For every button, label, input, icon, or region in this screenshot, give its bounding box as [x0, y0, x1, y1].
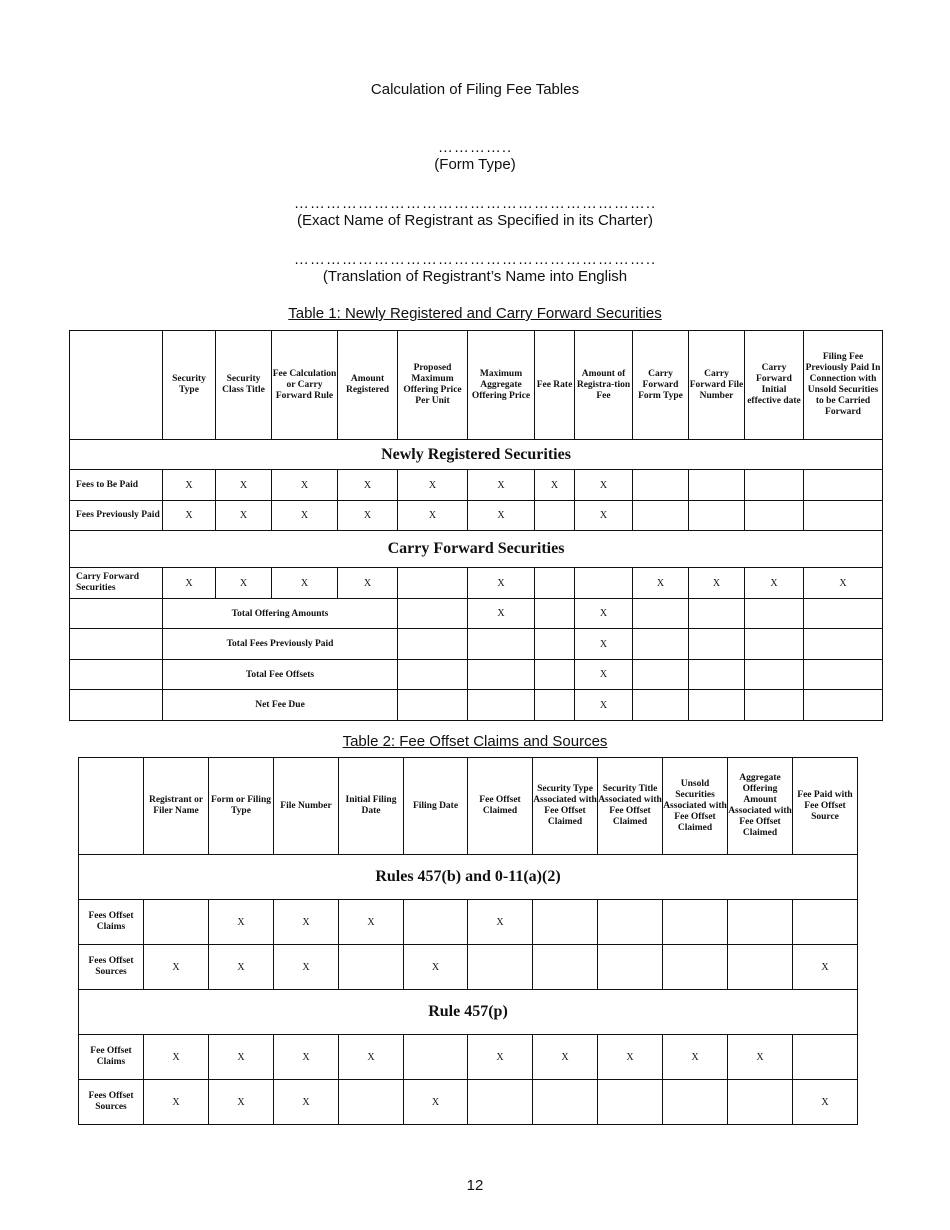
table-cell	[633, 470, 689, 501]
table-cell: X	[338, 501, 398, 531]
table-cell: X	[468, 568, 535, 599]
row-label: Fees Offset Claims	[79, 900, 144, 945]
column-header: Fee Rate	[535, 331, 575, 440]
column-header: Fee Calculation or Carry Forward Rule	[272, 331, 338, 440]
table-cell: X	[404, 945, 468, 990]
table-cell: X	[163, 501, 216, 531]
table-cell	[745, 501, 804, 531]
table-cell	[689, 470, 745, 501]
table-cell	[398, 568, 468, 599]
section-rules-457b: Rules 457(b) and 0-11(a)(2)	[79, 855, 858, 900]
column-header: Carry Forward Form Type	[633, 331, 689, 440]
table-cell: X	[598, 1035, 663, 1080]
total-row	[70, 599, 883, 629]
table-cell	[804, 599, 883, 629]
column-header: Amount of Registra-tion Fee	[575, 331, 633, 440]
table-cell: X	[272, 470, 338, 501]
table-cell: X	[274, 1080, 339, 1125]
table-cell: X	[209, 900, 274, 945]
table-cell	[468, 690, 535, 721]
table-cell	[70, 690, 163, 721]
table-cell	[533, 900, 598, 945]
table-cell	[804, 660, 883, 690]
table-cell: X	[663, 1035, 728, 1080]
column-header: Carry Forward Initial effective date	[745, 331, 804, 440]
table-row	[70, 501, 883, 531]
registrant-name-label: (Exact Name of Registrant as Specified in its Charter)	[297, 212, 653, 229]
registrant-name-blank: …………………………………………………………..	[293, 195, 657, 212]
section-rule-457p: Rule 457(p)	[79, 990, 858, 1035]
table-cell	[535, 599, 575, 629]
column-header: Security Type	[163, 331, 216, 440]
table-cell	[663, 1080, 728, 1125]
page-number: 12	[466, 1177, 484, 1194]
table-cell: X	[745, 568, 804, 599]
table-cell: X	[144, 945, 209, 990]
row-label: Fee Offset Claims	[79, 1035, 144, 1080]
table-cell: X	[728, 1035, 793, 1080]
table1-caption: Table 1: Newly Registered and Carry Forward Securities	[288, 305, 662, 322]
table1-section-row	[70, 531, 883, 568]
column-header: Aggregate Offering Amount Associated with Fee Offset Claimed	[728, 758, 793, 855]
total-label: Total Offering Amounts	[163, 599, 398, 629]
table-cell	[793, 1035, 858, 1080]
table-cell	[804, 629, 883, 660]
form-type-label: (Form Type)	[434, 156, 516, 173]
table-cell	[70, 660, 163, 690]
table-cell: X	[144, 1035, 209, 1080]
row-label: Fees Offset Sources	[79, 945, 144, 990]
translation-blank: …………………………………………………………..	[293, 251, 657, 268]
table-cell: X	[633, 568, 689, 599]
table-fee-offset-claims-sources	[78, 757, 858, 1125]
table-cell	[535, 501, 575, 531]
translation-label: (Translation of Registrant’s Name into English	[322, 268, 628, 285]
table-row	[79, 900, 858, 945]
table-row	[79, 945, 858, 990]
table-cell	[804, 501, 883, 531]
row-label: Carry Forward Securities	[70, 568, 163, 599]
table-cell: X	[274, 1035, 339, 1080]
table-cell	[339, 1080, 404, 1125]
table-cell	[468, 945, 533, 990]
table-cell: X	[468, 599, 535, 629]
table-cell: X	[216, 501, 272, 531]
table-cell: X	[272, 568, 338, 599]
table-cell	[689, 660, 745, 690]
table-cell	[745, 690, 804, 721]
table-cell: X	[274, 945, 339, 990]
table-cell: X	[535, 470, 575, 501]
section-newly-registered: Newly Registered Securities	[70, 440, 883, 470]
table-cell	[468, 660, 535, 690]
table-cell: X	[163, 470, 216, 501]
table-cell: X	[404, 1080, 468, 1125]
table-cell	[535, 690, 575, 721]
table-cell: X	[209, 1035, 274, 1080]
table-cell	[633, 660, 689, 690]
form-type-blank: …………..	[437, 139, 513, 156]
table-cell	[144, 900, 209, 945]
table-cell	[633, 501, 689, 531]
section-carry-forward: Carry Forward Securities	[70, 531, 883, 568]
table-cell: X	[689, 568, 745, 599]
column-header: Filing Fee Previously Paid In Connection with Unsold Securities to be Carried Forward	[804, 331, 883, 440]
column-header: File Number	[274, 758, 339, 855]
table-cell	[745, 470, 804, 501]
table-cell: X	[274, 900, 339, 945]
table-cell	[745, 629, 804, 660]
table-cell	[339, 945, 404, 990]
table-cell	[633, 690, 689, 721]
table-cell	[689, 690, 745, 721]
table-cell	[745, 599, 804, 629]
table2-header-row	[79, 758, 858, 855]
table2-caption: Table 2: Fee Offset Claims and Sources	[342, 733, 608, 750]
table-cell	[535, 568, 575, 599]
table-cell	[70, 629, 163, 660]
total-label: Total Fee Offsets	[163, 660, 398, 690]
table-cell: X	[575, 629, 633, 660]
table-cell: X	[272, 501, 338, 531]
table-cell	[689, 629, 745, 660]
table-cell	[398, 629, 468, 660]
document-title: Calculation of Filing Fee Tables	[370, 81, 580, 98]
table-cell: X	[398, 501, 468, 531]
column-header: Registrant or Filer Name	[144, 758, 209, 855]
table-newly-registered-carry-forward	[69, 330, 883, 721]
table-cell: X	[338, 568, 398, 599]
table-cell	[633, 599, 689, 629]
table-cell: X	[468, 470, 535, 501]
table-cell	[728, 945, 793, 990]
table2-section-row	[79, 855, 858, 900]
table-cell: X	[804, 568, 883, 599]
column-header: Proposed Maximum Offering Price Per Unit	[398, 331, 468, 440]
table-cell	[728, 1080, 793, 1125]
column-header	[70, 331, 163, 440]
table-cell: X	[793, 1080, 858, 1125]
table-row	[79, 1080, 858, 1125]
column-header: Security Title Associated with Fee Offset Claimed	[598, 758, 663, 855]
table1-header-row	[70, 331, 883, 440]
total-row	[70, 690, 883, 721]
table-cell	[745, 660, 804, 690]
column-header: Unsold Securities Associated with Fee Offset Claimed	[663, 758, 728, 855]
table-cell: X	[216, 470, 272, 501]
table2-section-row	[79, 990, 858, 1035]
table-cell: X	[339, 1035, 404, 1080]
table-row	[70, 470, 883, 501]
table-cell	[689, 501, 745, 531]
table-row	[70, 568, 883, 599]
table-cell: X	[468, 501, 535, 531]
table-cell: X	[163, 568, 216, 599]
table-cell	[663, 900, 728, 945]
table-cell	[535, 660, 575, 690]
table-row	[79, 1035, 858, 1080]
table-cell	[398, 690, 468, 721]
table-cell	[468, 1080, 533, 1125]
table-cell	[793, 900, 858, 945]
table-cell: X	[575, 470, 633, 501]
table-cell: X	[216, 568, 272, 599]
table-cell	[398, 599, 468, 629]
table-cell	[468, 629, 535, 660]
table-cell: X	[575, 599, 633, 629]
table-cell: X	[793, 945, 858, 990]
table-cell	[533, 945, 598, 990]
table-cell	[70, 599, 163, 629]
column-header: Security Class Title	[216, 331, 272, 440]
table-cell	[404, 900, 468, 945]
table-cell	[689, 599, 745, 629]
column-header: Filing Date	[404, 758, 468, 855]
table-cell: X	[575, 501, 633, 531]
table-cell	[804, 470, 883, 501]
total-row	[70, 660, 883, 690]
table-cell: X	[575, 660, 633, 690]
table-cell	[533, 1080, 598, 1125]
table-cell	[535, 629, 575, 660]
row-label: Fees to Be Paid	[70, 470, 163, 501]
table-cell	[804, 690, 883, 721]
table1-section-row	[70, 440, 883, 470]
column-header: Amount Registered	[338, 331, 398, 440]
column-header: Security Type Associated with Fee Offset Claimed	[533, 758, 598, 855]
table-cell	[598, 900, 663, 945]
table-cell	[598, 945, 663, 990]
table-cell: X	[338, 470, 398, 501]
table-cell: X	[468, 900, 533, 945]
table-cell	[728, 900, 793, 945]
row-label: Fees Offset Sources	[79, 1080, 144, 1125]
table-cell: X	[398, 470, 468, 501]
column-header: Form or Filing Type	[209, 758, 274, 855]
column-header: Initial Filing Date	[339, 758, 404, 855]
table-cell: X	[575, 690, 633, 721]
row-label: Fees Previously Paid	[70, 501, 163, 531]
column-header: Maximum Aggregate Offering Price	[468, 331, 535, 440]
table-cell	[575, 568, 633, 599]
column-header: Carry Forward File Number	[689, 331, 745, 440]
table-cell: X	[209, 1080, 274, 1125]
column-header: Fee Paid with Fee Offset Source	[793, 758, 858, 855]
table-cell	[398, 660, 468, 690]
total-label: Total Fees Previously Paid	[163, 629, 398, 660]
column-header	[79, 758, 144, 855]
table-cell: X	[468, 1035, 533, 1080]
table-cell	[598, 1080, 663, 1125]
table-cell: X	[144, 1080, 209, 1125]
table-cell	[633, 629, 689, 660]
column-header: Fee Offset Claimed	[468, 758, 533, 855]
table-cell	[663, 945, 728, 990]
total-label: Net Fee Due	[163, 690, 398, 721]
table-cell: X	[209, 945, 274, 990]
table-cell: X	[533, 1035, 598, 1080]
table-cell	[404, 1035, 468, 1080]
table-cell: X	[339, 900, 404, 945]
total-row	[70, 629, 883, 660]
